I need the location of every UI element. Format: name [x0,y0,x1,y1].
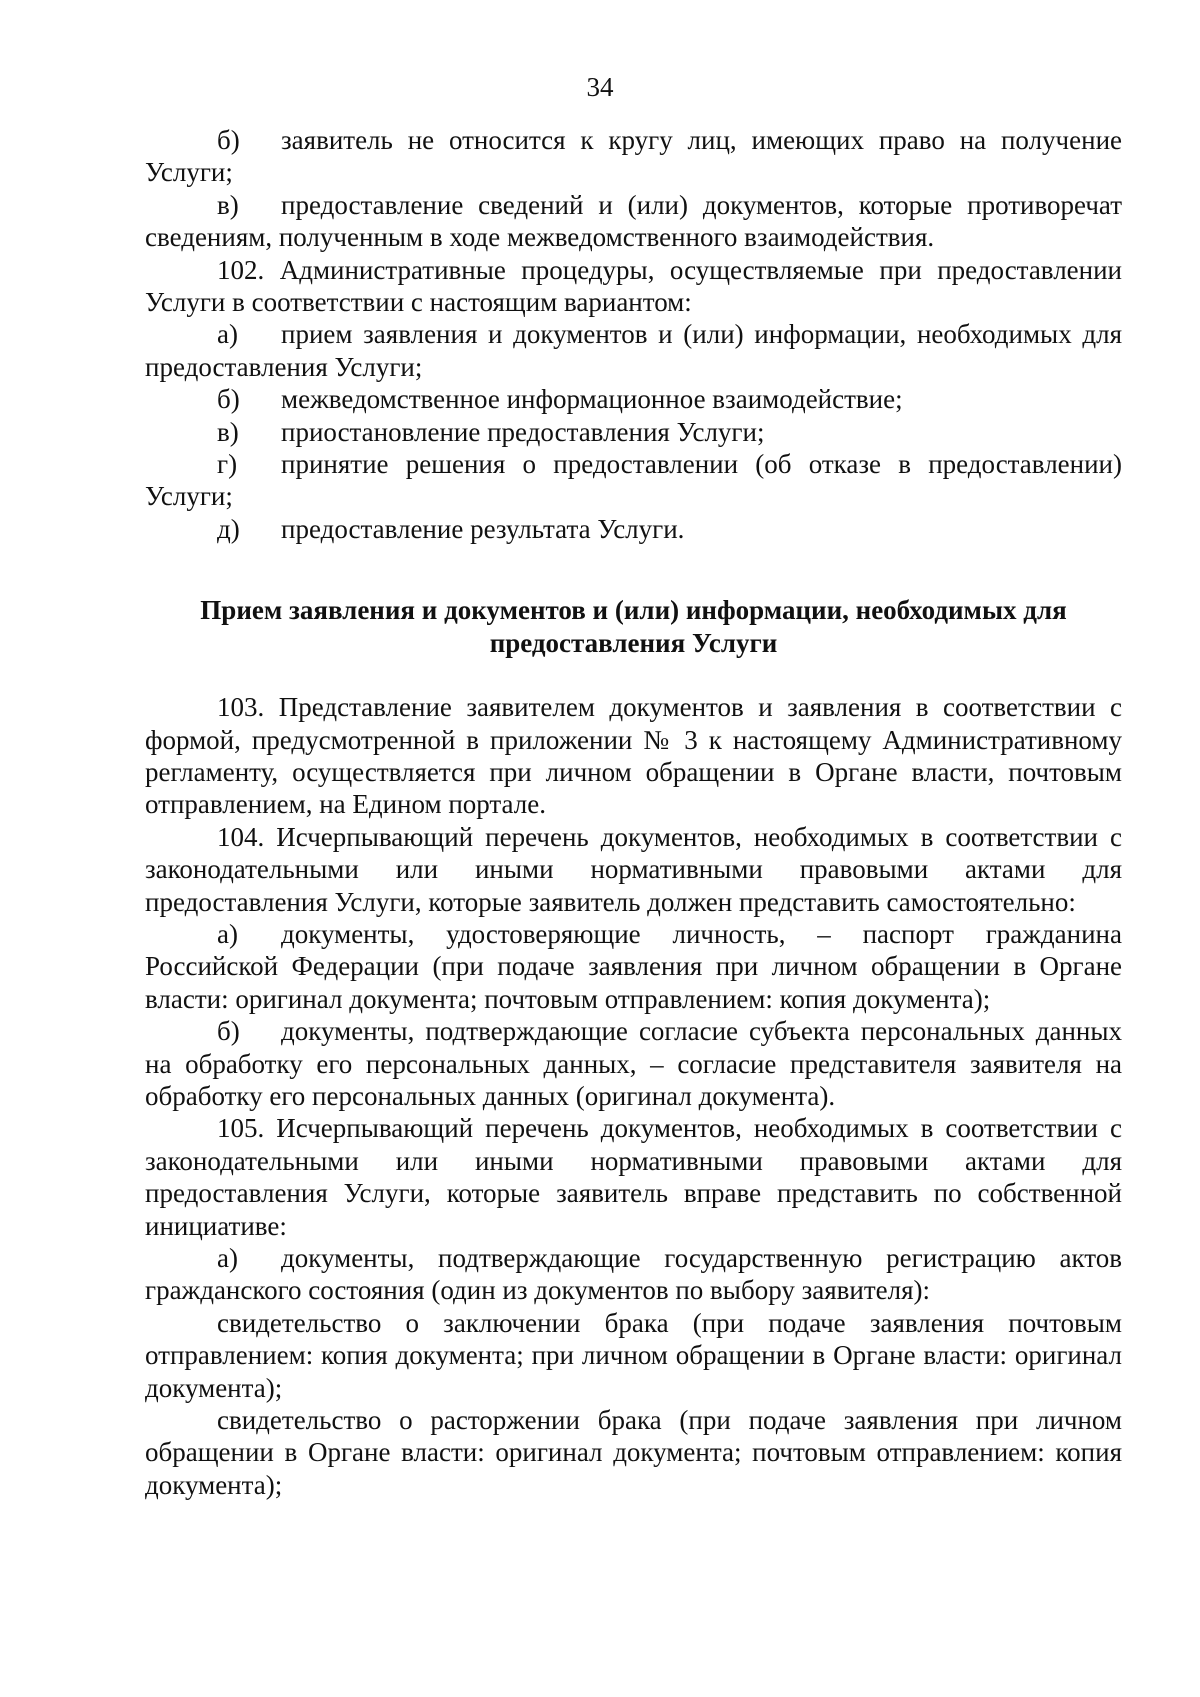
list-marker: в) [217,416,239,447]
list-marker: а) [217,1243,238,1273]
list-marker: а) [217,918,238,949]
page-number: 34 [586,72,614,102]
list-item-text: межведомственное информационное взаимодействие; [281,384,903,415]
list-item [145,318,1122,383]
list-item [145,1242,1122,1307]
paragraph-105: 105. Исчерпывающий перечень документов, необходимых в соответствии с законодательными или иными нормативными правовыми актами для предоставления Услуги, которые заявитель вправе представить по собственной инициативе: [145,1113,1122,1241]
list-item [145,383,1122,415]
document-body [145,124,1122,1501]
list-item-text: документы, подтверждающие согласие субъекта персональных данных на обработку его персональных данных, – согласие представителя заявителя на обработку его персональных данных (оригинал документа). [145,1016,1122,1111]
list-item [145,448,1122,513]
list-item-text: прием заявления и документов и (или) информации, необходимых для предоставления Услуги; [145,319,1122,382]
list-item-text: принятие решения о предоставлении (об отказе в предоставлении) Услуги; [145,449,1122,512]
list-marker: б) [217,384,240,415]
list-item [145,1015,1122,1112]
list-item [145,124,1122,189]
list-item [145,513,1122,545]
list-marker: а) [217,319,238,350]
list-item-text: документы, удостоверяющие личность, – паспорт гражданина Российской Федерации (при подаче заявления при личном обращении в Органе власти: оригинал документа; почтовым отправлением: копия документа); [145,918,1122,1014]
list-marker: в) [217,189,239,220]
list-item-text: заявитель не относится к кругу лиц, имеющих право на получение Услуги; [145,125,1122,188]
list-marker: б) [217,125,240,155]
sub-paragraph: свидетельство о заключении брака (при подаче заявления почтовым отправлением: копия документа; при личном обращении в Органе власти: оригинал документа); [145,1307,1122,1403]
paragraph-104: 104. Исчерпывающий перечень документов, необходимых в соответствии с законодательными или иными нормативными правовыми актами для предоставления Услуги, которые заявитель должен представить самостоятельно: [145,821,1122,917]
sub-paragraph: свидетельство о расторжении брака (при подаче заявления при личном обращении в Органе власти: оригинал документа; почтовым отправлением: копия документа); [145,1405,1122,1500]
section-heading: Прием заявления и документов и (или) информации, необходимых для предоставления Услуги [200,595,1067,658]
list-item [145,416,1122,448]
paragraph-103: 103. Представление заявителем документов и заявления в соответствии с формой, предусмотренной в приложении № 3 к настоящему Административному регламенту, осуществляется при личном обращении в Органе власти, почтовым отправлением, на Едином портале. [145,692,1122,820]
list-marker: д) [217,513,240,544]
list-marker: г) [217,449,238,480]
paragraph-102: 102. Административные процедуры, осуществляемые при предоставлении Услуги в соответствии с настоящим вариантом: [145,254,1122,318]
list-item-text: документы, подтверждающие государственную регистрацию актов гражданского состояния (один из документов по выбору заявителя): [145,1243,1122,1306]
list-marker: б) [217,1016,240,1047]
list-item-text: предоставление результата Услуги. [281,513,685,544]
list-item [145,918,1122,1015]
list-item-text: предоставление сведений и (или) документов, которые противоречат сведениям, полученным в ходе межведомственного взаимодействия. [145,189,1122,253]
list-item-text: приостановление предоставления Услуги; [281,416,765,447]
list-item [145,189,1122,254]
